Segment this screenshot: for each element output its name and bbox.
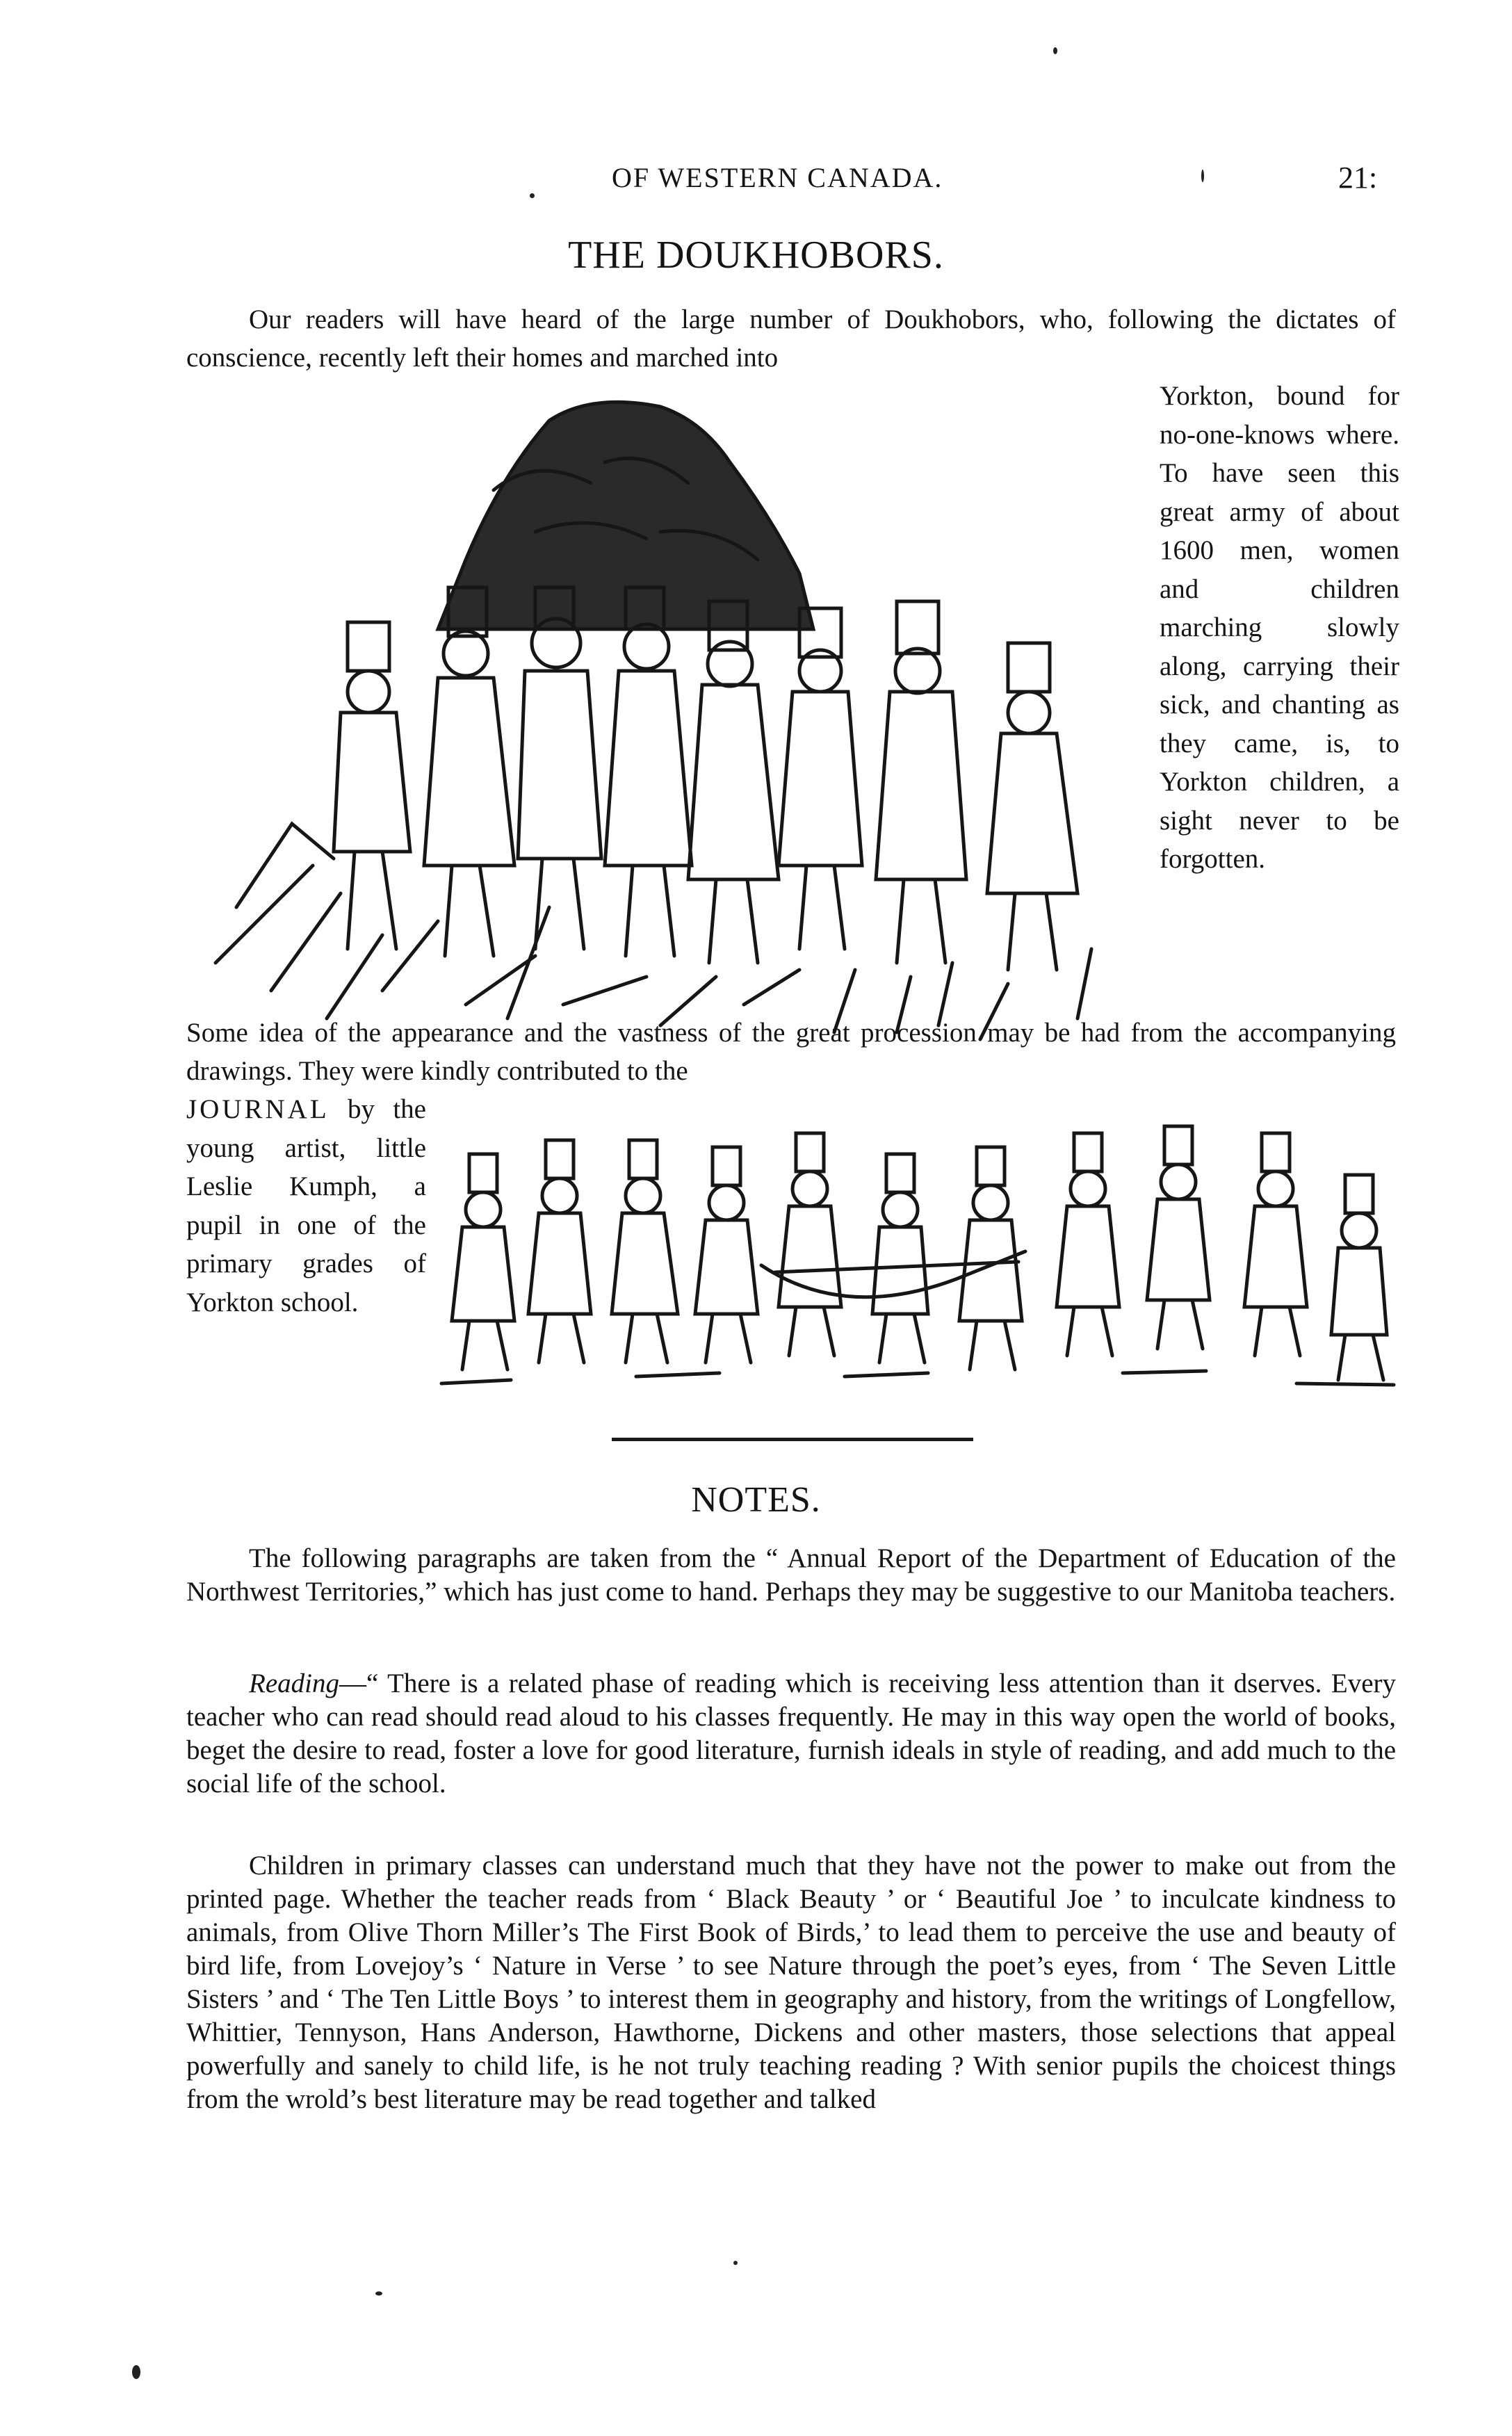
left-column-text: by the young artist, little Leslie Kumph, a pupil in one of the primary grades of Yorkton school.	[186, 1094, 426, 1317]
reading-label: Reading	[249, 1668, 339, 1698]
notes-paragraph-2-text: —“ There is a related phase of reading which is receiving less attention than it dserves. Every teacher who can read should read aloud to his classes frequently. He may in this way open the world of books, beget the desire to read, foster a love for good literature, furnish ideals in style of reading, and add much to the social life of the school.	[186, 1668, 1396, 1798]
scan-speck	[733, 2261, 738, 2265]
scan-speck	[132, 2365, 140, 2379]
article-paragraph-1	[186, 300, 1396, 377]
article-side-text: Yorkton, bound for no-one-knows where. To have seen this great army of about 1600 men, women and children marching slowly along, carrying their sick, and chanting as they came, is, to Yorkton children, a sight never to be forgotten.	[1160, 381, 1399, 874]
journal-word: JOURNAL	[186, 1094, 330, 1124]
scan-speck	[375, 2291, 382, 2296]
procession-illustration-crowd	[174, 379, 1161, 1046]
scan-speck	[1053, 47, 1057, 54]
procession-illustration-line	[428, 1112, 1401, 1390]
page-number: 21:	[1338, 161, 1378, 195]
notes-paragraph-1-text: The following paragraphs are taken from the “ Annual Report of the Department of Education of the Northwest Territories,” which has just come to hand. Perhaps they may be suggestive to our Manitoba teachers.	[186, 1543, 1396, 1607]
notes-paragraph-3-text: Children in primary classes can understand much that they have not the power to make out from the printed page. Whether the teacher reads from ‘ Black Beauty ’ or ‘ Beautiful Joe ’ to inculcate kindness to animals, from Olive Thorn Miller’s The First Book of Birds,’ to lead them to perceive the use and beauty of bird life, from Lovejoy’s ‘ Nature in Verse ’ to see Nature through the poet’s eyes, from ‘ The Seven Little Sisters ’ and ‘ The Ten Little Boys ’ to interest them in geography and history, from the writings of Longfellow, Whittier, Tennyson, Hans Anderson, Hawthorne, Dickens and other masters, those selections that appeal powerfully and sanely to child life, is he not truly teaching reading ? With senior pupils the choicest things from the wrold’s best literature may be read together and talked	[186, 1851, 1396, 2114]
article-title: THE DOUKHOBORS.	[568, 234, 944, 277]
scan-speck	[530, 193, 535, 198]
section-divider	[612, 1438, 973, 1441]
article-paragraph-2: Some idea of the appearance and the vastness of the great procession may be had from the accompanying drawings. They were kindly contributed to the	[186, 1018, 1396, 1086]
article-paragraph-1-text: Our readers will have heard of the large number of Doukhobors, who, following the dictates of conscience, recently left their homes and marched into	[186, 304, 1396, 373]
notes-paragraph-1	[186, 1542, 1396, 1609]
notes-paragraph-3	[186, 1849, 1396, 2116]
running-head: OF WESTERN CANADA.	[612, 162, 943, 193]
notes-title: NOTES.	[691, 1480, 821, 1520]
notes-paragraph-2	[186, 1667, 1396, 1801]
scan-speck	[1201, 170, 1204, 182]
article-left-column	[186, 1090, 426, 1322]
